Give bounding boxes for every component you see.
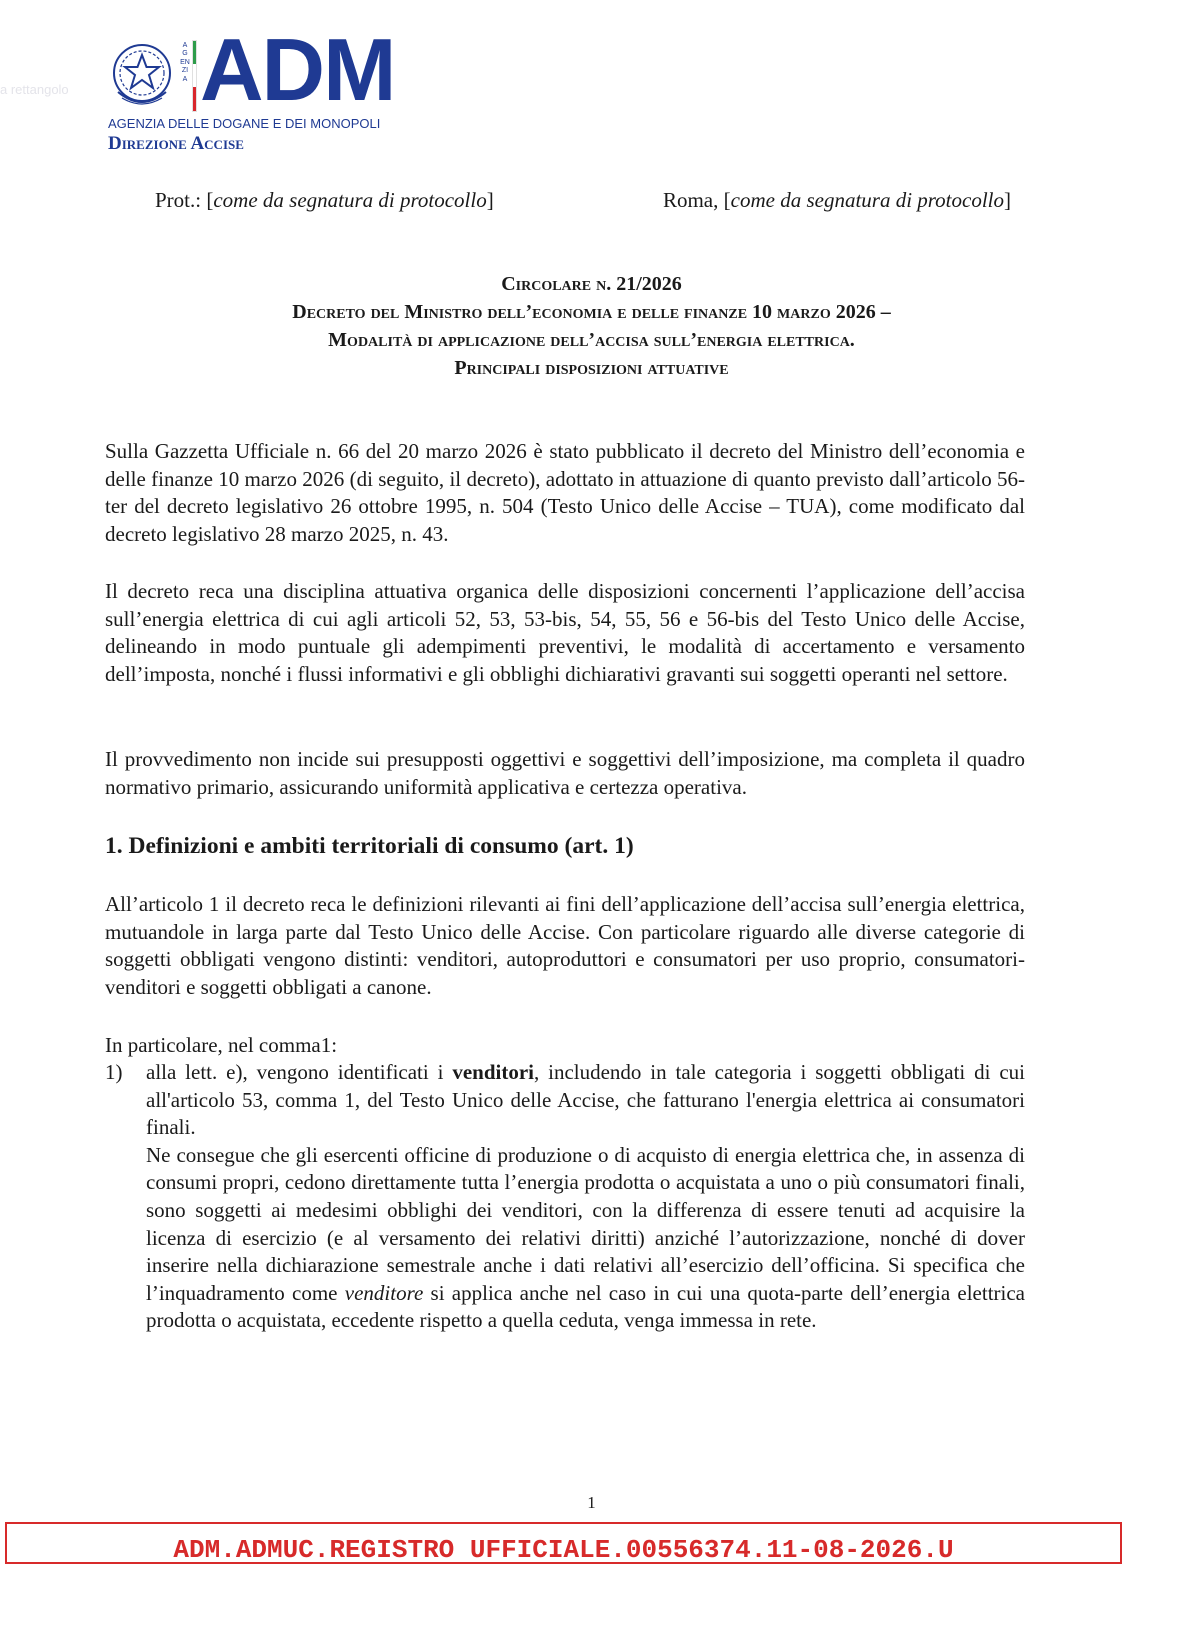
title-line-3: Modalità di applicazione dell’accisa sull’energia elettrica.: [328, 329, 855, 351]
protocol-value: come da segnatura di protocollo: [213, 188, 487, 212]
adm-logo-text: ADM: [200, 20, 395, 119]
list-item: [105, 1059, 1025, 1335]
section-heading: 1. Definizioni e ambiti territoriali di consumo (art. 1): [105, 833, 634, 859]
list-text-3: Ne consegue che gli esercenti officine di produzione o di acquisto di energia elettrica che, in assenza di consumi propri, cedono direttamente tutta l’energia prodotta o acquistata a uno o più consumatori finali, sono soggetti ai medesimi obblighi dei venditori, con la differenza di essere tenuti ad acquisire la licenza di esercizio (e al versamento dei relativi diritti) anziché l’autorizzazione, nonché di dover inserire nella dichiarazione semestrale anche i dati relativi all’esercizio dell’officina. Si specifica che l’inquadramento come: [146, 1142, 1025, 1305]
title-line-2: Decreto del Ministro dell’economia e delle finanze 10 marzo 2026 –: [292, 301, 891, 323]
list-text-1: alla lett. e), vengono identificati i: [146, 1060, 453, 1084]
italian-flag-stripe: [192, 40, 197, 112]
list-text-4: si applica anche nel caso in cui una quota-parte dell’energia elettrica prodotta o acquistata, eccedente rispetto a quella ceduta, venga immessa in rete.: [146, 1280, 1025, 1333]
list-text-2: , includendo in tale categoria i soggetti obbligati di cui all'articolo 53, comma 1, del Testo Unico delle Accise, che fatturano l'energia elettrica ai consumatori finali.: [146, 1060, 1025, 1140]
paragraph-5: In particolare, nel comma1:: [105, 1033, 338, 1057]
list-bold-term: venditori: [452, 1060, 534, 1084]
title-line-1: Circolare n. 21/2026: [501, 273, 682, 295]
paragraph-4: All’articolo 1 il decreto reca le definizioni rilevanti ai fini dell’applicazione dell’accisa sull’energia elettrica, mutuandole in larga parte dal Testo Unico delle Accise. Con particolare riguardo alle diverse categorie di soggetti obbligati vengono distinti: venditori, autoproduttori e consumatori per uso proprio, consumatori-venditori e soggetti obbligati a canone.: [105, 892, 1025, 999]
date-value: come da segnatura di protocollo: [730, 188, 1004, 212]
list-number: 1): [105, 1060, 123, 1084]
paragraph-2: Il decreto reca una disciplina attuativa organica delle disposizioni concernenti l’applicazione dell’accisa sull’energia elettrica di cui agli articoli 52, 53, 53-bis, 54, 55, 56 e 56-bis del Testo Unico delle Accise, delineando in modo puntuale gli adempimenti preventivi, le modalità di accertamento e versamento dell’imposta, nonché i flussi informativi e gli obblighi dichiarativi gravanti sui soggetti operanti nel settore.: [105, 579, 1025, 686]
protocol-line: Prot.: [come da segnatura di protocollo]: [155, 188, 494, 212]
list-item-body: [146, 1059, 1025, 1335]
list-item-para-1: [146, 1059, 1025, 1142]
circular-title: [100, 270, 1083, 382]
directorate-name: Direzione Accise: [108, 133, 244, 154]
protocol-label: Prot.:: [155, 188, 207, 212]
agenzia-vertical-text: AGENZIA: [180, 42, 190, 83]
republic-emblem-icon: [108, 40, 176, 112]
paragraph-1: Sulla Gazzetta Ufficiale n. 66 del 20 marzo 2026 è stato pubblicato il decreto del Ministro dell’economia e delle finanze 10 marzo 2026 (di seguito, il decreto), adottato in attuazione di quanto previsto dall’articolo 56-ter del decreto legislativo 26 ottobre 1995, n. 504 (Testo Unico delle Accise – TUA), come modificato dal decreto legislativo 28 marzo 2025, n. 43.: [105, 439, 1025, 546]
date-line: Roma, [come da segnatura di protocollo]: [662, 188, 1011, 212]
page-number: 1: [587, 1493, 596, 1512]
date-label: Roma,: [662, 188, 724, 212]
list-italic-term: venditore: [344, 1280, 424, 1305]
title-line-4: Principali disposizioni attuative: [454, 357, 729, 379]
registry-stamp: ADM.ADMUC.REGISTRO UFFICIALE.00556374.11-08-2026.U: [5, 1522, 1122, 1564]
adm-logo: [108, 20, 408, 140]
faint-background-text: a rettangolo: [0, 82, 69, 97]
list-item-para-2: [146, 1142, 1025, 1335]
paragraph-3: Il provvedimento non incide sui presupposti oggettivi e soggettivi dell’imposizione, ma completa il quadro normativo primario, assicurando uniformità applicativa e certezza operativa.: [105, 747, 1025, 799]
agency-name: AGENZIA DELLE DOGANE E DEI MONOPOLI: [108, 116, 381, 131]
